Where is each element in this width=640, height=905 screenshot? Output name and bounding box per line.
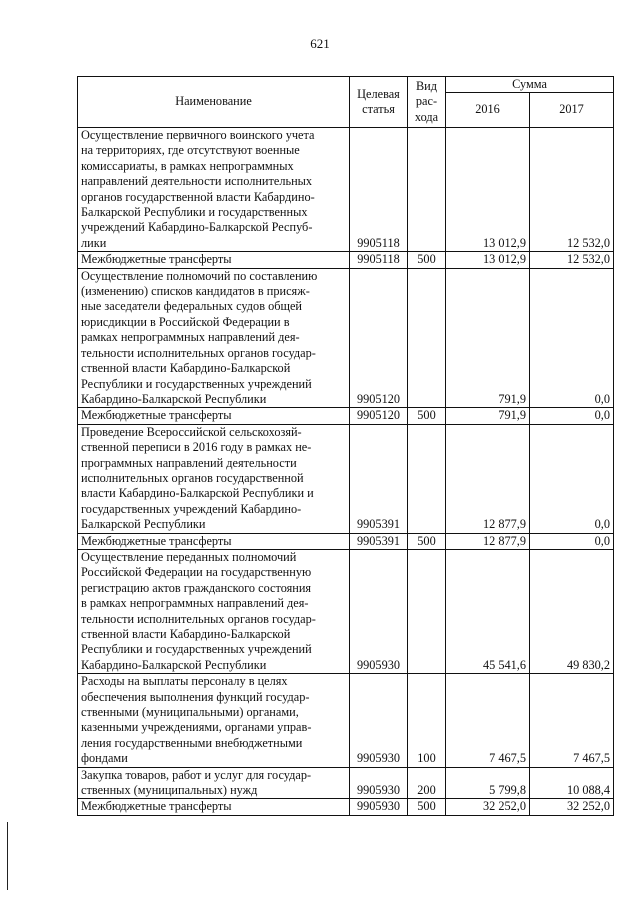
row-sum-2016: 7 467,5 (446, 674, 530, 767)
row-target-code: 9905391 (350, 533, 408, 549)
row-expense-kind: 100 (408, 674, 446, 767)
row-name: Закупка товаров, работ и услуг для государ- ственных (муниципальных) нужд (78, 767, 350, 799)
table-row (78, 408, 614, 424)
header-target: Целевая статья (350, 77, 408, 128)
table-row (78, 424, 614, 533)
table-row (78, 533, 614, 549)
row-name: Осуществление первичного воинского учета на территориях, где отсутствуют военные комиссариаты, в рамках непрограммных направлений деятельности исполнительных органов государственной власти Кабардино- Балкарской Республики и государственных учреждений Кабардино-Балкарской Респуб- лики (78, 128, 350, 252)
row-name: Проведение Всероссийской сельскохозяй- ственной переписи в 2016 году в рамках не- программных направлений деятельности исполнительных органов государственной власти Кабардино-Балкарской Республики и государственных учреждений Кабардино- Балкарской Республики (78, 424, 350, 533)
row-sum-2017: 7 467,5 (530, 674, 614, 767)
table-row (78, 549, 614, 673)
row-name: Осуществление переданных полномочий Российской Федерации на государственную регистрацию актов гражданского состояния в рамках непрограммных направлений дея- тельности исполнительных органов государ- ственной власти Кабардино-Балкарской Республики и государственных учреждений Кабардино-Балкарской Республики (78, 549, 350, 673)
row-target-code: 9905930 (350, 799, 408, 815)
row-sum-2017: 32 252,0 (530, 799, 614, 815)
row-target-code: 9905391 (350, 424, 408, 533)
row-expense-kind: 200 (408, 767, 446, 799)
row-sum-2016: 45 541,6 (446, 549, 530, 673)
row-target-code: 9905118 (350, 128, 408, 252)
row-sum-2016: 13 012,9 (446, 128, 530, 252)
row-name: Межбюджетные трансферты (78, 252, 350, 268)
row-sum-2017: 12 532,0 (530, 128, 614, 252)
row-name: Расходы на выплаты персоналу в целях обеспечения выполнения функций государ- ственными (муниципальными) органами, казенными учреждениями, органами управ- ления государственными внебюджетными фондами (78, 674, 350, 767)
header-year-2016: 2016 (446, 92, 530, 127)
table-row (78, 252, 614, 268)
row-sum-2016: 791,9 (446, 408, 530, 424)
row-expense-kind: 500 (408, 408, 446, 424)
table-row (78, 674, 614, 767)
table-row (78, 268, 614, 408)
row-expense-kind (408, 268, 446, 408)
row-expense-kind (408, 424, 446, 533)
row-target-code: 9905120 (350, 408, 408, 424)
row-target-code: 9905930 (350, 767, 408, 799)
table-row (78, 128, 614, 252)
row-target-code: 9905930 (350, 549, 408, 673)
row-expense-kind: 500 (408, 799, 446, 815)
header-year-2017: 2017 (530, 92, 614, 127)
row-expense-kind: 500 (408, 533, 446, 549)
row-name: Осуществление полномочий по составлению (изменению) списков кандидатов в присяж- ные заседатели федеральных судов общей юрисдикции в Российской Федерации в рамках непрограммных направлений дея- тельности исполнительных органов государ- ственной власти Кабардино-Балкарской Республики и государственных учреждений Кабардино-Балкарской Республики (78, 268, 350, 408)
row-name: Межбюджетные трансферты (78, 799, 350, 815)
row-sum-2016: 12 877,9 (446, 533, 530, 549)
row-sum-2016: 13 012,9 (446, 252, 530, 268)
row-name: Межбюджетные трансферты (78, 533, 350, 549)
row-sum-2016: 12 877,9 (446, 424, 530, 533)
row-expense-kind (408, 128, 446, 252)
row-target-code: 9905118 (350, 252, 408, 268)
row-sum-2017: 49 830,2 (530, 549, 614, 673)
row-sum-2017: 0,0 (530, 424, 614, 533)
row-sum-2016: 791,9 (446, 268, 530, 408)
row-target-code: 9905120 (350, 268, 408, 408)
budget-table (77, 76, 614, 816)
table-row (78, 767, 614, 799)
header-kind: Вид рас- хода (408, 77, 446, 128)
row-sum-2017: 10 088,4 (530, 767, 614, 799)
row-sum-2016: 5 799,8 (446, 767, 530, 799)
margin-mark (7, 822, 8, 890)
row-name: Межбюджетные трансферты (78, 408, 350, 424)
row-sum-2017: 0,0 (530, 408, 614, 424)
row-expense-kind: 500 (408, 252, 446, 268)
row-sum-2017: 0,0 (530, 268, 614, 408)
table-row (78, 799, 614, 815)
row-sum-2017: 12 532,0 (530, 252, 614, 268)
row-target-code: 9905930 (350, 674, 408, 767)
row-expense-kind (408, 549, 446, 673)
header-sum: Сумма (446, 77, 614, 93)
row-sum-2017: 0,0 (530, 533, 614, 549)
row-sum-2016: 32 252,0 (446, 799, 530, 815)
header-name: Наименование (78, 77, 350, 128)
page-number: 621 (310, 36, 330, 51)
